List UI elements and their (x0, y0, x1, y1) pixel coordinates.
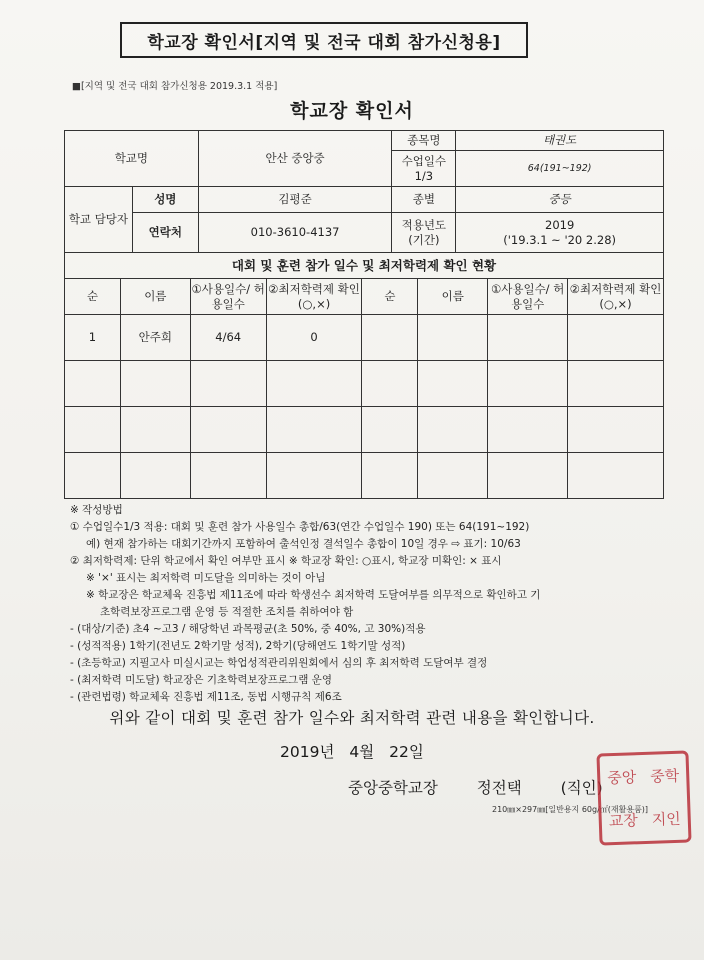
note-line: ① 수업일수1/3 적용: 대회 및 훈련 참가 사용일수 총합/63(연간 수업일수 190) 또는 64(191~192) (70, 521, 530, 533)
table-row (65, 453, 664, 499)
empty-cell (418, 453, 488, 499)
row-no: 1 (65, 315, 121, 361)
principal-title: 중앙중학교장 (348, 779, 438, 797)
participation-table (64, 278, 664, 499)
notes-title: ※ 작성방법 (70, 504, 123, 516)
header-name: 이름 (120, 279, 190, 315)
empty-cell (362, 407, 418, 453)
class-days-label: 수업일수 1/3 (392, 151, 456, 187)
note-line: ② 최저학력제: 단위 학교에서 확인 여부만 표시 ※ 학교장 확인: ○표시, 학교장 미확인: × 표시 (70, 555, 502, 567)
note-line: - (초등학교) 지필고사 미실시교는 학업성적관리위원회에서 심의 후 최저학력 도달여부 결정 (70, 657, 488, 669)
school-name-value: 안산 중앙중 (198, 131, 392, 187)
empty-cell (120, 361, 190, 407)
empty-cell (362, 361, 418, 407)
empty-cell (362, 453, 418, 499)
school-name-label: 학교명 (65, 131, 199, 187)
empty-cell (190, 453, 266, 499)
empty-cell (418, 361, 488, 407)
empty-cell (65, 361, 121, 407)
empty-cell (568, 407, 664, 453)
table-row (65, 361, 664, 407)
participation-section-title: 대회 및 훈련 참가 일수 및 최저학력제 확인 현황 (64, 251, 664, 279)
note-line: - (최저학력 미도달) 학교장은 기초학력보장프로그램 운영 (70, 674, 332, 686)
row-days: 4/64 (190, 315, 266, 361)
sport-value: 태권도 (456, 131, 664, 151)
table-row (65, 315, 664, 361)
note-line: 예) 현재 참가하는 대회기간까지 포함하여 출석인정 결석일수 총합이 10일 경우 ⇨ 표기: 10/63 (86, 538, 521, 550)
empty-cell (362, 315, 418, 361)
empty-cell (120, 407, 190, 453)
row-academic: 0 (266, 315, 362, 361)
empty-cell (488, 407, 568, 453)
table-row (65, 407, 664, 453)
school-info-table (64, 130, 664, 253)
signature-line (348, 776, 637, 798)
note-line: 초학력보장프로그램 운영 등 적절한 조치를 취하여야 함 (100, 606, 354, 618)
note-line: ※ 학교장은 학교체육 진흥법 제11조에 따라 학생선수 최저학력 도달여부를 의무적으로 확인하고 기 (86, 589, 541, 601)
empty-cell (266, 361, 362, 407)
row-name: 안주희 (120, 315, 190, 361)
header-name-2: 이름 (418, 279, 488, 315)
empty-cell (488, 453, 568, 499)
seal-mark-text: (직인) (560, 779, 603, 797)
period-range: ('19.3.1 ~ '20 2.28) (503, 232, 616, 247)
paper-spec-note: 210㎜×297㎜[일반용지 60g/㎡(재활용품)] (492, 805, 649, 814)
empty-cell (190, 361, 266, 407)
note-line: - (성적적용) 1학기(전년도 2학기말 성적), 2학기(당해연도 1학기말 성적) (70, 640, 406, 652)
note-line: - (대상/기준) 초4 ~고3 / 해당학년 과목평균(초 50%, 중 40%, 고 30%)적용 (70, 623, 426, 635)
header-no: 순 (65, 279, 121, 315)
empty-cell (418, 407, 488, 453)
document-title-box: 학교장 확인서[지역 및 전국 대회 참가신청용] (120, 22, 528, 58)
header-academic: ②최저학력제 확인(○,×) (266, 279, 362, 315)
empty-cell (568, 315, 664, 361)
header-no-2: 순 (362, 279, 418, 315)
division-label: 종별 (392, 187, 456, 213)
issue-date: 2019년 4월 22일 (280, 743, 424, 761)
period-label: 적용년도 (기간) (392, 213, 456, 253)
empty-cell (65, 453, 121, 499)
note-line: ※ '×' 표시는 최저학력 미도달을 의미하는 것이 아님 (86, 572, 326, 584)
class-days-value: 64(191~192) (456, 151, 664, 187)
empty-cell (65, 407, 121, 453)
header-days: ①사용일수/ 허용일수 (190, 279, 266, 315)
empty-cell (120, 453, 190, 499)
division-value: 중등 (456, 187, 664, 213)
empty-cell (488, 361, 568, 407)
empty-cell (266, 407, 362, 453)
empty-cell (568, 453, 664, 499)
period-year: 2019 (545, 218, 575, 233)
header-academic-2: ②최저학력제 확인(○,×) (568, 279, 664, 315)
confirmation-statement: 위와 같이 대회 및 훈련 참가 일수와 최저학력 관련 내용을 확인합니다. (109, 709, 595, 727)
manager-contact-value: 010-3610-4137 (198, 213, 392, 253)
principal-name: 정전택 (476, 779, 522, 797)
sport-label: 종목명 (392, 131, 456, 151)
seal-char: 지인 (651, 809, 682, 829)
manager-contact-label: 연락처 (132, 213, 198, 253)
seal-char: 교장 (608, 811, 639, 831)
principal-seal-stamp (596, 750, 691, 845)
period-value (456, 213, 664, 253)
empty-cell (418, 315, 488, 361)
note-line: - (관련법령) 학교체육 진흥법 제11조, 동법 시행규칙 제6조 (70, 691, 342, 703)
empty-cell (488, 315, 568, 361)
empty-cell (190, 407, 266, 453)
seal-char: 중학 (649, 766, 680, 786)
empty-cell (266, 453, 362, 499)
writing-instructions (70, 502, 690, 706)
seal-char: 중앙 (606, 768, 637, 788)
manager-name-label: 성명 (132, 187, 198, 213)
header-days-2: ①사용일수/ 허용일수 (488, 279, 568, 315)
empty-cell (568, 361, 664, 407)
page-title: 학교장 확인서 (290, 100, 414, 122)
manager-label: 학교 담당자 (65, 187, 133, 253)
form-version-note: ■[지역 및 전국 대회 참가신청용 2019.3.1 적용] (72, 81, 278, 92)
manager-name-value: 김평준 (198, 187, 392, 213)
